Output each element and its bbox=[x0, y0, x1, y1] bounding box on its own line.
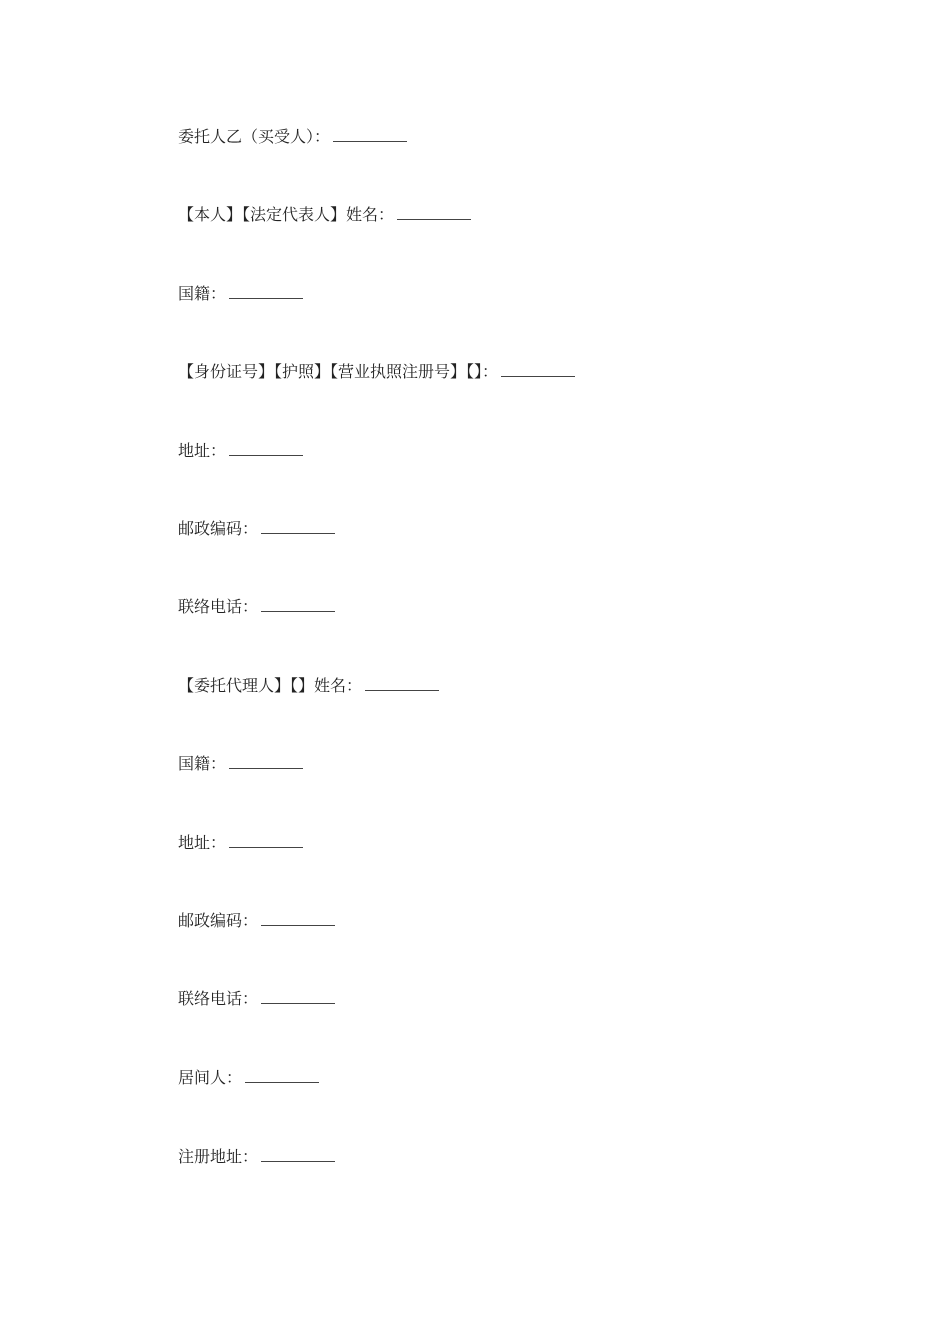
phone-blank bbox=[261, 597, 335, 612]
address-blank bbox=[229, 441, 303, 456]
phone-line bbox=[178, 595, 335, 619]
agent-nationality-label: 国籍： bbox=[178, 754, 227, 773]
agent-postal-code-label: 邮政编码： bbox=[178, 911, 259, 930]
postal-code-blank bbox=[261, 519, 335, 534]
legal-representative-name-line bbox=[178, 203, 471, 227]
nationality-line bbox=[178, 282, 303, 306]
id-number-label: 【身份证号】【护照】【营业执照注册号】【】： bbox=[178, 362, 499, 381]
nationality-blank bbox=[229, 284, 303, 299]
id-number-blank bbox=[501, 362, 575, 377]
intermediary-label: 居间人： bbox=[178, 1068, 243, 1087]
postal-code-line bbox=[178, 517, 335, 541]
agent-name-blank bbox=[365, 676, 439, 691]
agent-name-line bbox=[178, 674, 439, 698]
agent-address-label: 地址： bbox=[178, 833, 227, 852]
buyer-principal-line bbox=[178, 125, 407, 149]
intermediary-line bbox=[178, 1066, 319, 1090]
agent-address-line bbox=[178, 831, 303, 855]
buyer-principal-label: 委托人乙（买受人）： bbox=[178, 127, 331, 146]
phone-label: 联络电话： bbox=[178, 597, 259, 616]
agent-phone-blank bbox=[261, 989, 335, 1004]
agent-phone-line bbox=[178, 987, 335, 1011]
agent-nationality-line bbox=[178, 752, 303, 776]
postal-code-label: 邮政编码： bbox=[178, 519, 259, 538]
intermediary-blank bbox=[245, 1068, 319, 1083]
agent-nationality-blank bbox=[229, 754, 303, 769]
address-line bbox=[178, 439, 303, 463]
registered-address-label: 注册地址： bbox=[178, 1147, 259, 1166]
agent-address-blank bbox=[229, 833, 303, 848]
agent-postal-code-blank bbox=[261, 911, 335, 926]
registered-address-line bbox=[178, 1145, 335, 1169]
id-number-line bbox=[178, 360, 575, 384]
registered-address-blank bbox=[261, 1147, 335, 1162]
legal-representative-name-label: 【本人】【法定代表人】姓名： bbox=[178, 205, 395, 224]
agent-name-label: 【委托代理人】【】姓名： bbox=[178, 676, 363, 695]
agent-phone-label: 联络电话： bbox=[178, 989, 259, 1008]
nationality-label: 国籍： bbox=[178, 284, 227, 303]
buyer-principal-blank bbox=[333, 127, 407, 142]
legal-representative-name-blank bbox=[397, 205, 471, 220]
agent-postal-code-line bbox=[178, 909, 335, 933]
address-label: 地址： bbox=[178, 441, 227, 460]
